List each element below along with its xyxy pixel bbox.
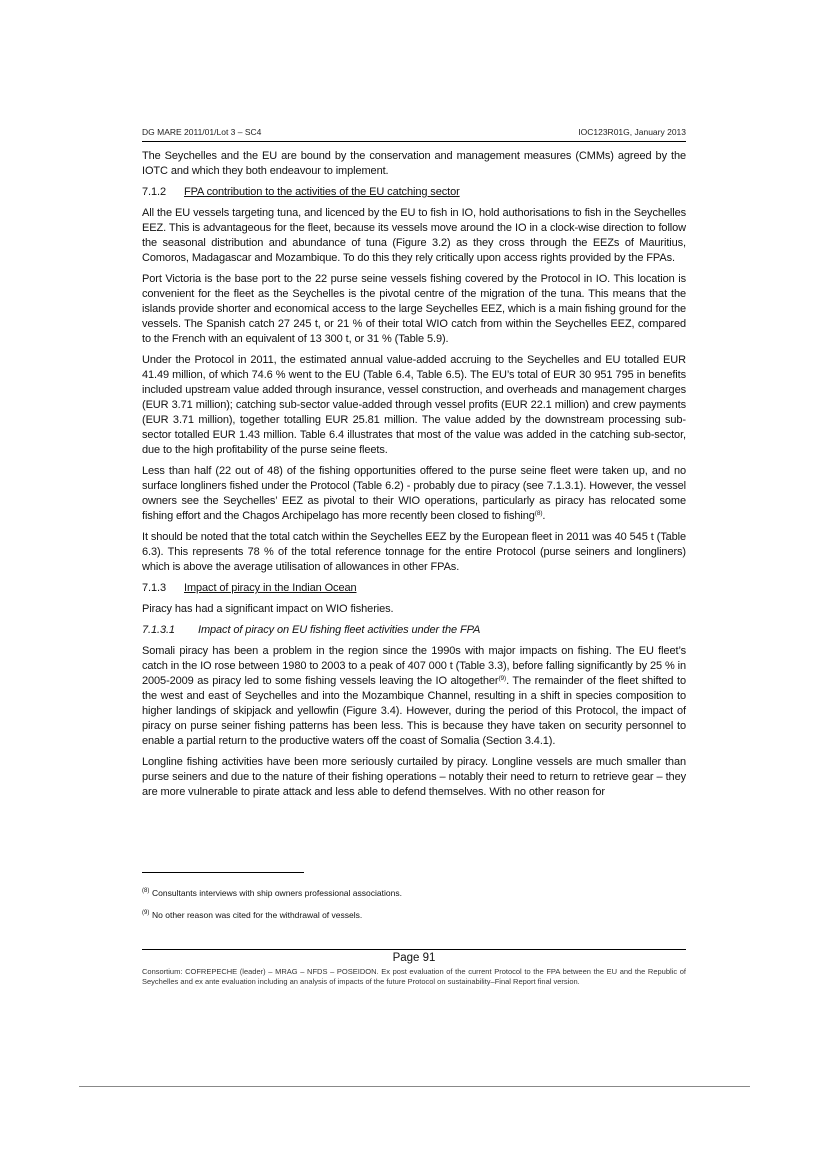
footnote-ref: (8) [534, 510, 543, 517]
section-number: 7.1.3 [142, 582, 166, 594]
footnote-rule [142, 872, 304, 873]
paragraph-text: Somali piracy has been a problem in the region since the 1990s with major impacts on fishing. The EU fleet’s catch in the IO rose between 1980 to 2003 to a peak of 407 000 t (Table 3.3), before falling significantly by 25 % in 2005-2009 as piracy led to some fishing vessels leaving the IO altogether [142, 645, 686, 687]
section-heading-7-1-3 [142, 581, 686, 596]
paragraph [142, 464, 686, 524]
footnote-text: No other reason was cited for the withdrawal of vessels. [152, 910, 363, 920]
paragraph-text: . The remainder of the fleet shifted to the west and east of Seychelles and into the Mozambique Channel, resulting in a shift in species composition to higher landings of skipjack and yellowfin (Figure 3.4). However, during the period of this Protocol, the impact of piracy on purse seiner fishing patterns has been less. This is because they have taken on security personnel to enable a partial return to the productive waters off the coast of Somalia (Section 3.4.1). [142, 675, 686, 747]
footnotes [142, 888, 686, 932]
page-number: Page 91 [392, 952, 436, 964]
page-header [142, 127, 686, 137]
paragraph: Longline fishing activities have been more seriously curtailed by piracy. Longline vessels are much smaller than purse seiners and due to the nature of their fishing operations – notably their need to return to retrieve gear – they are more vulnerable to pirate attack and less able to defend themselves. With no other reason for [142, 756, 686, 798]
paragraph [142, 644, 686, 749]
paragraph: It should be noted that the total catch within the Seychelles EEZ by the European fleet in 2011 was 40 545 t (Table 6.3). This represents 78 % of the total reference tonnage for the entire Protocol (purse seiners and longliners) which is above the average utilisation of allowances in other FPAs. [142, 531, 686, 573]
paragraph: Port Victoria is the base port to the 22 purse seine vessels fishing covered by the Protocol in IO. This location is convenient for the fleet as the Seychelles is the pivotal centre of the migration of the tuna. This means that the islands provide shorter and economical access to the large Seychelles EEZ, which is a main fishing ground for the vessels. The Spanish catch 27 245 t, or 21 % of their total WIO catch from within the Seychelles EEZ, compared to the French with an equivalent of 13 300 t, or 31 % (Table 5.9). [142, 273, 686, 345]
paragraph: Under the Protocol in 2011, the estimated annual value-added accruing to the Seychelles and EU totalled EUR 41.49 million, of which 74.6 % went to the EU (Table 6.4, Table 6.5). The EU’s total of EUR 30 951 795 in benefits included upstream value added through insurance, vessel construction, and overheads and management charges (EUR 3.71 million); catching sub-sector value-added through vessel profits (EUR 22.1 million) and crew payments (EUR 3.71 million), together totalling EUR 25.81 million. The value added by the downstream processing sub-sector totalled EUR 1.43 million. Table 6.4 illustrates that most of the value was added in the catching sub-sector, due to the high profitability of the purse seine fleets. [142, 354, 686, 456]
header-left: DG MARE 2011/01/Lot 3 – SC4 [142, 127, 262, 137]
footnote-ref: (9) [498, 675, 507, 682]
footer-text: Consortium: COFREPECHE (leader) – MRAG – NFDS – POSEIDON. Ex post evaluation of the current Protocol to the FPA between the EU and the Republic of Seychelles and ex ante evaluation including an analysis of impacts of the future Protocol on sustainability–Final Report final version. [142, 967, 686, 986]
paragraph: The Seychelles and the EU are bound by the conservation and management measures (CMMs) agreed by the IOTC and which they both endeavour to implement. [142, 150, 686, 177]
subsection-title: Impact of piracy on EU fishing fleet activities under the FPA [198, 624, 481, 636]
section-title: FPA contribution to the activities of the EU catching sector [184, 186, 460, 198]
footnote-text: Consultants interviews with ship owners professional associations. [152, 888, 402, 898]
subsection-number: 7.1.3.1 [142, 624, 175, 636]
paragraph-text: Less than half (22 out of 48) of the fishing opportunities offered to the purse seine fleet were taken up, and no surface longliners fished under the Protocol (Table 6.2) - probably due to piracy (see 7.1.3.1). However, the vessel owners see the Seychelles’ EEZ as pivotal to their WIO operations, particularly as piracy has relocated some fishing effort and the Chagos Archipelago has more recently been closed to fishing [142, 465, 686, 522]
section-title: Impact of piracy in the Indian Ocean [184, 582, 357, 594]
footer-rule [142, 949, 686, 950]
bottom-rule [79, 1086, 750, 1087]
section-heading-7-1-2 [142, 185, 686, 200]
paragraph-end: . [542, 510, 546, 522]
subsection-heading-7-1-3-1 [142, 623, 686, 638]
header-rule [142, 141, 686, 142]
body-text [142, 149, 686, 806]
footnote-mark: (8) [142, 888, 150, 894]
footnote [142, 910, 686, 920]
footnote-mark: (9) [142, 910, 150, 916]
footnote [142, 888, 686, 898]
paragraph: All the EU vessels targeting tuna, and licenced by the EU to fish in IO, hold authorisations to fish in the Seychelles EEZ. This is advantageous for the fleet, because its vessels move around the IO in a clock-wise direction to follow the seasonal distribution and abundance of tuna (Figure 3.2) as they cross through the EEZs of Mauritius, Comoros, Madagascar and Mozambique. To do this they rely critically upon access rights provided by the FPAs. [142, 207, 686, 264]
paragraph: Piracy has had a significant impact on WIO fisheries. [142, 603, 394, 615]
header-right: IOC123R01G, January 2013 [578, 127, 686, 137]
section-number: 7.1.2 [142, 186, 166, 198]
